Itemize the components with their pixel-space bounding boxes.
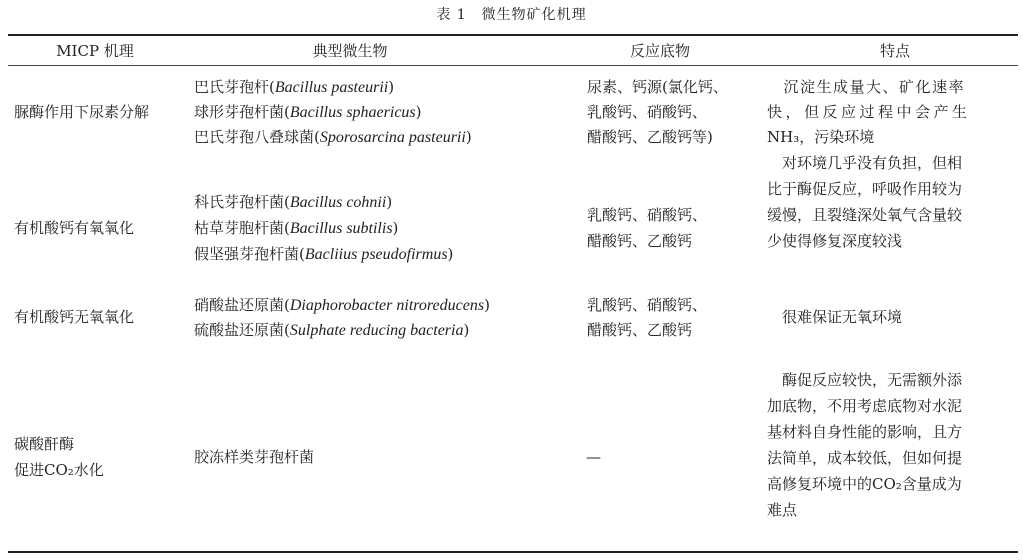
- substrate-line: 醋酸钙、乙酸钙等): [587, 128, 713, 146]
- mechanism-cell: 有机酸钙有氧氧化: [14, 219, 135, 237]
- microbe-item: 硝酸盐还原菌(Diaphorobacter nitroreducens): [194, 296, 490, 314]
- mechanism-cell: 碳酸酐酶: [14, 435, 75, 453]
- substrate-line: 乳酸钙、硝酸钙、: [587, 206, 708, 224]
- feature-line: 比于酶促反应，呼吸作用较为: [767, 180, 963, 198]
- microbe-item: 科氏芽孢杆菌(Bacillus cohnii): [194, 193, 393, 211]
- feature-line: 酶促反应较快，无需额外添: [767, 371, 963, 389]
- microbe-item: 球形芽孢杆菌(Bacillus sphaericus): [194, 103, 422, 121]
- microbe-item: 巴氏芽孢杆(Bacillus pasteurii): [194, 78, 395, 96]
- feature-line: 很难保证无氧环境: [767, 308, 903, 326]
- microbe-item: 假坚强芽孢杆菌(Bacliius pseudofirmus): [194, 245, 454, 263]
- microbe-item: 硫酸盐还原菌(Sulphate reducing bacteria): [194, 321, 470, 339]
- substrate-line: —: [586, 448, 601, 466]
- microbe-item: 胶冻样类芽孢杆菌: [194, 448, 315, 466]
- feature-line: 高修复环境中的CO₂含量成为: [767, 475, 962, 493]
- feature-line: 快，但反应过程中会产生: [767, 103, 971, 121]
- mechanism-cell: 促进CO₂水化: [14, 461, 104, 479]
- microbe-item: 枯草芽胞杆菌(Bacillus subtilis): [194, 219, 399, 237]
- feature-line: 基材料自身性能的影响，且方: [767, 423, 963, 441]
- header-features: 特点: [879, 42, 910, 60]
- feature-line: 法简单，成本较低，但如何提: [767, 449, 963, 467]
- table-caption: 表 1 微生物矿化机理: [436, 7, 587, 23]
- feature-line: 加底物，不用考虑底物对水泥: [767, 397, 963, 415]
- feature-line: 难点: [767, 501, 798, 519]
- mechanism-cell: 有机酸钙无氧氧化: [14, 308, 135, 326]
- substrate-line: 醋酸钙、乙酸钙: [587, 232, 693, 250]
- substrate-line: 乳酸钙、硝酸钙、: [587, 296, 708, 314]
- header-mechanism: MICP 机理: [56, 42, 134, 60]
- mechanism-cell: 脲酶作用下尿素分解: [14, 103, 150, 121]
- feature-line: NH₃，污染环境: [767, 128, 875, 146]
- microbe-item: 巴氏芽孢八叠球菌(Sporosarcina pasteurii): [194, 128, 472, 146]
- table-bottom-rule: [8, 551, 1018, 553]
- feature-line: 对环境几乎没有负担，但相: [767, 154, 963, 172]
- substrate-line: 乳酸钙、硝酸钙、: [587, 103, 708, 121]
- feature-line: 沉淀生成量大、矿化速率: [767, 78, 966, 96]
- table-header-rule: [8, 65, 1018, 66]
- substrate-line: 尿素、钙源(氯化钙、: [587, 78, 728, 96]
- header-substrates: 反应底物: [629, 42, 690, 60]
- table-top-rule: [8, 34, 1018, 36]
- substrate-line: 醋酸钙、乙酸钙: [587, 321, 693, 339]
- header-microbes: 典型微生物: [312, 42, 388, 60]
- feature-line: 少使得修复深度较浅: [767, 232, 903, 250]
- feature-line: 缓慢，且裂缝深处氧气含量较: [767, 206, 963, 224]
